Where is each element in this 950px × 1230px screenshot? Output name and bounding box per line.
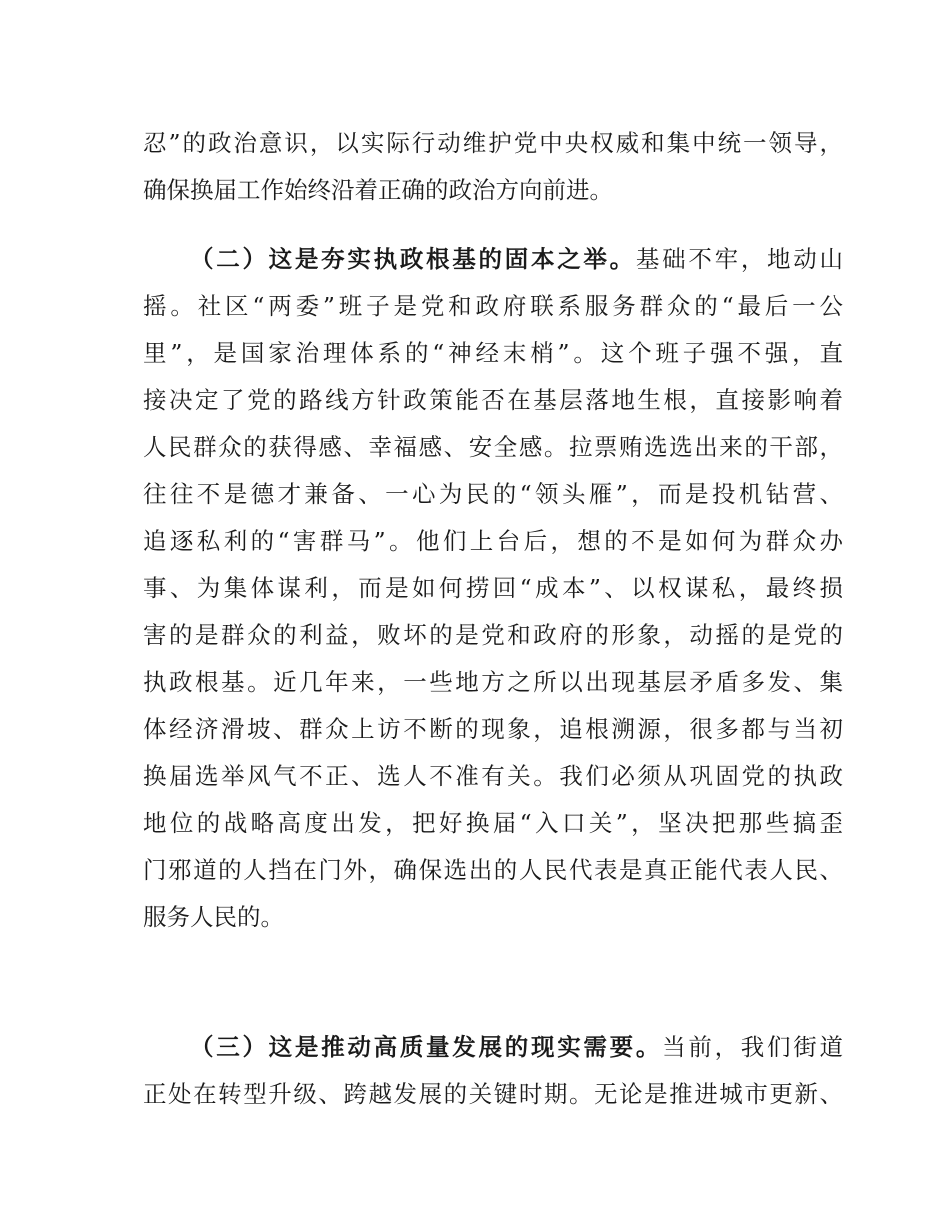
- paragraph-line: 执政根基。近几年来，一些地方之所以出现基层矛盾多发、集: [143, 668, 843, 696]
- paragraph-line: 换届选举风气不正、选人不准有关。我们必须从巩固党的执政: [143, 762, 843, 790]
- paragraph-line: 接决定了党的路线方针政策能否在基层落地生根，直接影响着: [143, 386, 843, 414]
- paragraph-line: 确保换届工作始终沿着正确的政治方向前进。: [143, 176, 613, 204]
- paragraph-line: 正处在转型升级、跨越发展的关键时期。无论是推进城市更新、: [143, 1080, 843, 1108]
- paragraph-line: 门邪道的人挡在门外，确保选出的人民代表是真正能代表人民、: [143, 856, 843, 884]
- paragraph-line: 害的是群众的利益，败坏的是党和政府的形象，动摇的是党的: [143, 621, 843, 649]
- section-heading: （三）这是推动高质量发展的现实需要。: [190, 1033, 663, 1061]
- paragraph-line: 往往不是德才兼备、一心为民的“领头雁”，而是投机钻营、: [143, 480, 843, 508]
- paragraph-section-three: [143, 1024, 843, 1118]
- section-heading: （二）这是夯实执政根基的固本之举。: [190, 245, 636, 273]
- paragraph-line: 人民群众的获得感、幸福感、安全感。拉票贿选选出来的干部，: [143, 433, 843, 461]
- paragraph-line: 事、为集体谋利，而是如何捞回“成本”、以权谋私，最终损: [143, 574, 843, 602]
- paragraph-first-line: [143, 236, 843, 283]
- paragraph-line: 里”，是国家治理体系的“神经末梢”。这个班子强不强，直: [143, 339, 843, 367]
- paragraph-line: 地位的战略高度出发，把好换届“入口关”，坚决把那些搞歪: [143, 809, 843, 837]
- paragraph-text: 当前，我们街道: [662, 1033, 843, 1061]
- paragraph-continuation: [143, 120, 843, 214]
- paragraph-line: 体经济滑坡、群众上访不断的现象，追根溯源，很多都与当初: [143, 715, 843, 743]
- paragraph-first-line: [143, 1024, 843, 1071]
- paragraph-line: 忍”的政治意识，以实际行动维护党中央权威和集中统一领导，: [143, 129, 843, 157]
- paragraph-line: 摇。社区“两委”班子是党和政府联系服务群众的“最后一公: [143, 292, 843, 320]
- paragraph-text: 基础不牢，地动山: [635, 245, 844, 273]
- paragraph-line: 服务人民的。: [143, 903, 284, 931]
- paragraph-section-two: [143, 236, 843, 941]
- paragraph-line: 追逐私利的“害群马”。他们上台后，想的不是如何为群众办: [143, 527, 843, 555]
